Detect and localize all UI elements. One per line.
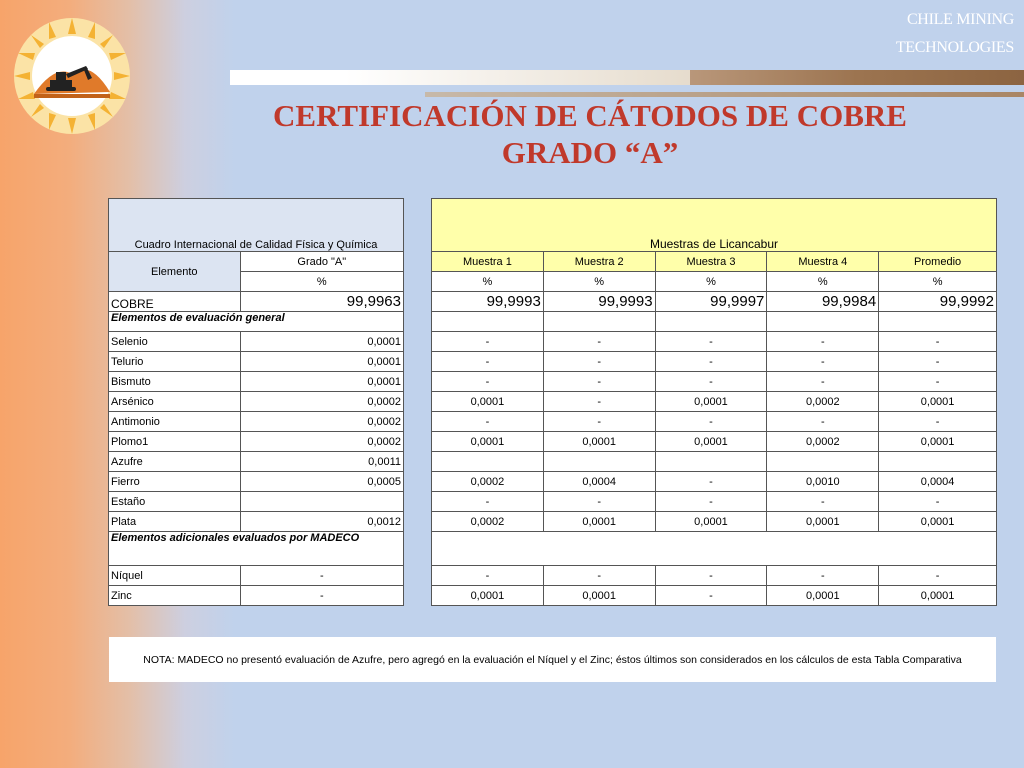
element-value: 0,0012 xyxy=(240,512,403,532)
table-header-row xyxy=(109,199,404,252)
unit-cell: % xyxy=(879,272,997,292)
footnote: NOTA: MADECO no presentó evaluación de Azufre, pero agregó en la evaluación el Níquel y el Zinc; éstos últimos son considerados en los cálculos de esta Tabla Comparativa xyxy=(109,637,996,682)
table-row xyxy=(109,432,404,452)
sample-value: - xyxy=(879,492,997,512)
element-value: 99,9963 xyxy=(240,292,403,312)
sample-value: - xyxy=(543,332,655,352)
element-value: 0,0002 xyxy=(240,432,403,452)
sample-value: - xyxy=(432,332,544,352)
element-name: Bismuto xyxy=(109,372,241,392)
table-header-row xyxy=(432,199,997,252)
table-header: Cuadro Internacional de Calidad Física y Química xyxy=(109,199,404,252)
column-header-row xyxy=(432,252,997,272)
column-header-row xyxy=(109,252,404,272)
sample-value: 0,0001 xyxy=(432,432,544,452)
sample-value: - xyxy=(655,566,767,586)
sample-value: - xyxy=(432,492,544,512)
element-value: 0,0001 xyxy=(240,352,403,372)
sample-value: 0,0001 xyxy=(432,392,544,412)
element-name: Fierro xyxy=(109,472,241,492)
table-row xyxy=(432,352,997,372)
element-value: 0,0002 xyxy=(240,392,403,412)
column-header-grade: Grado "A" xyxy=(240,252,403,272)
table-row xyxy=(432,586,997,606)
table-row xyxy=(109,512,404,532)
category-row xyxy=(432,312,997,332)
table-row xyxy=(432,412,997,432)
table-row xyxy=(109,472,404,492)
sample-value: - xyxy=(432,566,544,586)
sample-value: 0,0004 xyxy=(543,472,655,492)
sample-value: - xyxy=(655,372,767,392)
sample-value xyxy=(879,452,997,472)
sample-value xyxy=(543,452,655,472)
category-label: Elementos adicionales evaluados por MADECO xyxy=(109,532,404,566)
sample-value: - xyxy=(767,566,879,586)
sample-value: 0,0001 xyxy=(879,512,997,532)
sample-value: 0,0001 xyxy=(879,392,997,412)
element-name: COBRE xyxy=(109,292,241,312)
element-value xyxy=(240,492,403,512)
table-row xyxy=(109,332,404,352)
unit-row xyxy=(432,272,997,292)
sample-value: - xyxy=(767,492,879,512)
column-header-average: Promedio xyxy=(879,252,997,272)
unit-cell: % xyxy=(655,272,767,292)
category-row xyxy=(432,532,997,566)
title-line-1: CERTIFICACIÓN DE CÁTODOS DE COBRE xyxy=(273,98,907,133)
unit-cell: % xyxy=(432,272,544,292)
table-row xyxy=(432,472,997,492)
table-row xyxy=(109,566,404,586)
category-row xyxy=(109,532,404,566)
table-row xyxy=(432,452,997,472)
sample-value: - xyxy=(655,492,767,512)
element-value: 0,0002 xyxy=(240,412,403,432)
sample-value xyxy=(655,452,767,472)
unit-cell: % xyxy=(767,272,879,292)
sample-value: 0,0001 xyxy=(767,586,879,606)
element-value: 0,0001 xyxy=(240,372,403,392)
element-value: 0,0001 xyxy=(240,332,403,352)
sample-value: - xyxy=(879,566,997,586)
sample-value: 0,0001 xyxy=(879,432,997,452)
unit-cell: % xyxy=(240,272,403,292)
sample-value xyxy=(432,452,544,472)
table-row xyxy=(109,392,404,412)
sample-value: 0,0002 xyxy=(767,392,879,412)
samples-table xyxy=(431,198,997,606)
sample-value: - xyxy=(767,352,879,372)
sample-value: 0,0001 xyxy=(432,586,544,606)
unit-cell: % xyxy=(543,272,655,292)
column-header-sample-3: Muestra 3 xyxy=(655,252,767,272)
sample-value: - xyxy=(543,492,655,512)
table-row xyxy=(109,372,404,392)
sample-value: 0,0001 xyxy=(543,432,655,452)
sample-value: 0,0001 xyxy=(655,392,767,412)
sample-value: 0,0001 xyxy=(655,432,767,452)
table-row xyxy=(432,432,997,452)
table-row xyxy=(432,372,997,392)
sample-value: - xyxy=(655,332,767,352)
sample-value: 99,9993 xyxy=(432,292,544,312)
sample-value xyxy=(767,452,879,472)
sample-value: - xyxy=(543,372,655,392)
brand-line-2: TECHNOLOGIES xyxy=(895,39,1014,56)
sample-value: 0,0001 xyxy=(543,512,655,532)
sample-value: - xyxy=(432,412,544,432)
element-name: Azufre xyxy=(109,452,241,472)
decorative-bar-dark xyxy=(690,70,1024,85)
element-value: 0,0005 xyxy=(240,472,403,492)
sample-value: - xyxy=(879,372,997,392)
table-row xyxy=(432,512,997,532)
sample-value: - xyxy=(543,412,655,432)
sample-value: - xyxy=(543,392,655,412)
cobre-row xyxy=(432,292,997,312)
table-row xyxy=(109,452,404,472)
sample-value: 99,9984 xyxy=(767,292,879,312)
sample-value: 0,0004 xyxy=(879,472,997,492)
column-header-sample-2: Muestra 2 xyxy=(543,252,655,272)
sample-value: - xyxy=(543,352,655,372)
sample-value: - xyxy=(767,332,879,352)
table-row xyxy=(432,392,997,412)
element-name: Estaño xyxy=(109,492,241,512)
element-name: Arsénico xyxy=(109,392,241,412)
element-value: - xyxy=(240,566,403,586)
sample-value: 0,0002 xyxy=(432,512,544,532)
slide-title xyxy=(190,97,990,171)
sample-value: 99,9992 xyxy=(879,292,997,312)
sample-value: - xyxy=(655,412,767,432)
element-name: Antimonio xyxy=(109,412,241,432)
element-name: Níquel xyxy=(109,566,241,586)
sample-value: 0,0002 xyxy=(767,432,879,452)
column-header-element: Elemento xyxy=(109,252,241,292)
table-row xyxy=(109,586,404,606)
sample-value: - xyxy=(767,372,879,392)
sample-value: 99,9993 xyxy=(543,292,655,312)
sample-value: 0,0001 xyxy=(767,512,879,532)
sample-value: - xyxy=(432,352,544,372)
sample-value: 0,0001 xyxy=(543,586,655,606)
sample-value: 99,9997 xyxy=(655,292,767,312)
category-label: Elementos de evaluación general xyxy=(109,312,404,332)
table-row xyxy=(432,332,997,352)
cobre-row xyxy=(109,292,404,312)
brand-name xyxy=(896,6,1014,62)
element-name: Plomo1 xyxy=(109,432,241,452)
element-name: Zinc xyxy=(109,586,241,606)
column-header-sample-1: Muestra 1 xyxy=(432,252,544,272)
sample-value: - xyxy=(655,472,767,492)
ground-line xyxy=(34,94,110,98)
element-name: Selenio xyxy=(109,332,241,352)
element-name: Telurio xyxy=(109,352,241,372)
sample-value: 0,0002 xyxy=(432,472,544,492)
brand-line-1: CHILE MINING xyxy=(906,11,1014,28)
table-row xyxy=(109,492,404,512)
sample-value: 0,0001 xyxy=(655,512,767,532)
sample-value: - xyxy=(655,586,767,606)
table-row xyxy=(432,566,997,586)
element-value: 0,0011 xyxy=(240,452,403,472)
sample-value: - xyxy=(879,332,997,352)
sample-value: - xyxy=(767,412,879,432)
sample-value: - xyxy=(655,352,767,372)
category-row xyxy=(109,312,404,332)
company-logo xyxy=(10,14,134,138)
sample-value: - xyxy=(879,412,997,432)
sample-value: - xyxy=(543,566,655,586)
table-row xyxy=(109,412,404,432)
table-header: Muestras de Licancabur xyxy=(432,199,997,252)
element-value: - xyxy=(240,586,403,606)
table-row xyxy=(432,492,997,512)
decorative-bar-light xyxy=(230,70,690,85)
table-row xyxy=(109,352,404,372)
sample-value: 0,0001 xyxy=(879,586,997,606)
quality-standard-table xyxy=(108,198,404,606)
column-header-sample-4: Muestra 4 xyxy=(767,252,879,272)
sample-value: - xyxy=(432,372,544,392)
title-line-2: GRADO “A” xyxy=(501,135,679,170)
element-name: Plata xyxy=(109,512,241,532)
sample-value: - xyxy=(879,352,997,372)
sample-value: 0,0010 xyxy=(767,472,879,492)
